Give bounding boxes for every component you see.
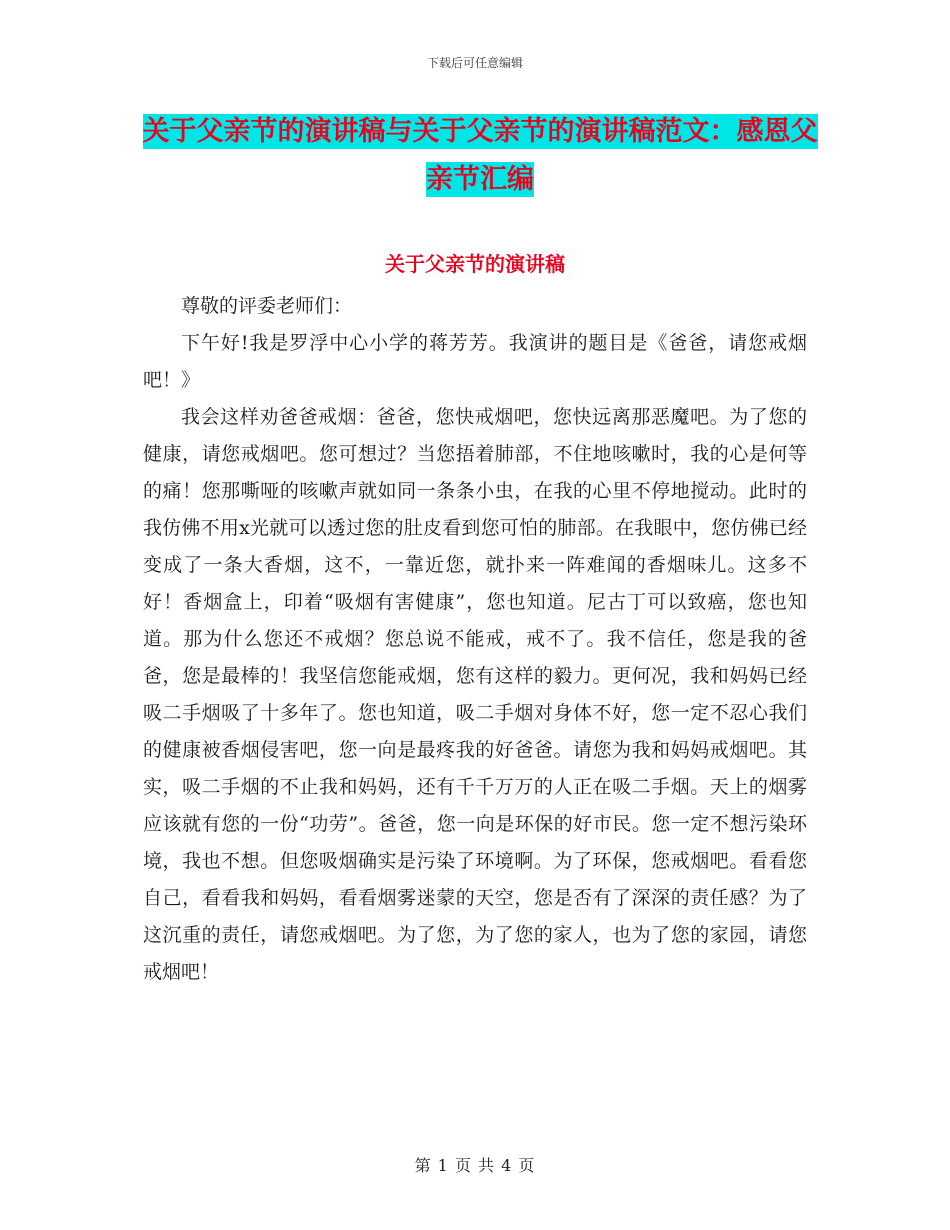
body-text <box>143 288 807 991</box>
document-title-text: 关于父亲节的演讲稿与关于父亲节的演讲稿范文：感恩父亲节汇编 <box>142 116 818 195</box>
main-paragraph: 我会这样劝爸爸戒烟：爸爸，您快戒烟吧，您快远离那恶魔吧。为了您的健康，请您戒烟吧。您可想过？当您捂着肺部，不住地咳嗽时，我的心是何等的痛！您那嘶哑的咳嗽声就如同一条条小虫，在我的心里不停地搅动。此时的我仿佛不用x光就可以透过您的肚皮看到您可怕的肺部。在我眼中，您仿佛已经变成了一条大香烟，这不，一靠近您，就扑来一阵难闻的香烟味儿。这多不好！香烟盒上，印着“吸烟有害健康”，您也知道。尼古丁可以致癌，您也知道。那为什么您还不戒烟？您总说不能戒，戒不了。我不信任，您是我的爸爸，您是最棒的！我坚信您能戒烟，您有这样的毅力。更何况，我和妈妈已经吸二手烟吸了十多年了。您也知道，吸二手烟对身体不好，您一定不忍心我们的健康被香烟侵害吧，您一向是最疼我的好爸爸。请您为我和妈妈戒烟吧。其实，吸二手烟的不止我和妈妈，还有千千万万的人正在吸二手烟。天上的烟雾应该就有您的一份“功劳”。爸爸，您一向是环保的好市民。您一定不想污染环境，我也不想。但您吸烟确实是污染了环境啊。为了环保，您戒烟吧。看看您自己，看看我和妈妈，看看烟雾迷蒙的天空，您是否有了深深的责任感？为了这沉重的责任，请您戒烟吧。为了您，为了您的家人，也为了您的家园，请您戒烟吧！ <box>143 406 807 983</box>
section-heading: 关于父亲节的演讲稿 <box>385 252 565 276</box>
document-title <box>140 108 820 204</box>
page-footer: 第 1 页 共 4 页 <box>414 1156 536 1175</box>
header-note: 下载后可任意编辑 <box>426 56 523 70</box>
salutation-paragraph: 尊敬的评委老师们： <box>181 295 353 317</box>
greeting-paragraph: 下午好!我是罗浮中心小学的蒋芳芳。我演讲的题目是《爸爸，请您戒烟吧！》 <box>143 332 807 391</box>
